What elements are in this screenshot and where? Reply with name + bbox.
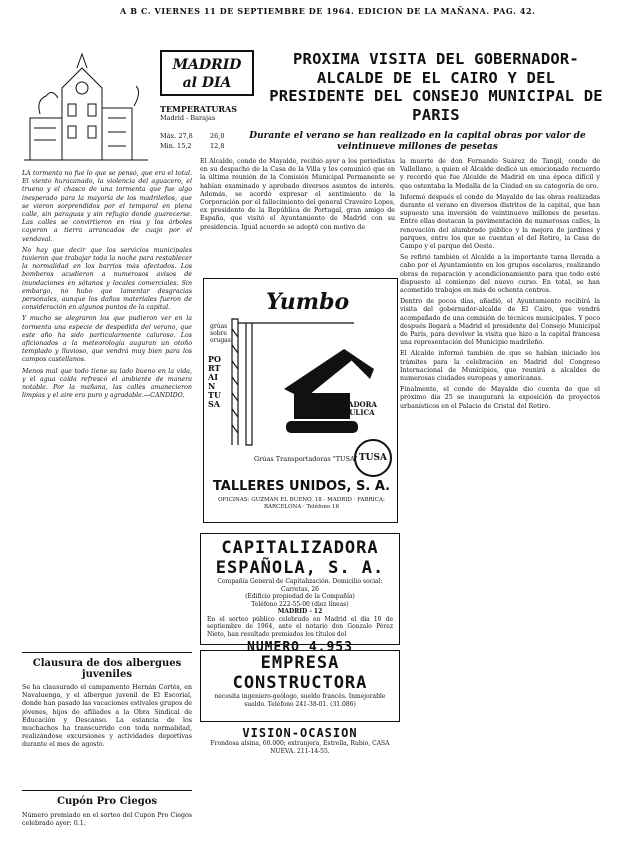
divider bbox=[22, 790, 192, 791]
ad-title: ESPAÑOLA, S. A. bbox=[215, 558, 385, 578]
madrid-sketch-illustration bbox=[22, 48, 150, 164]
tusa-logo: TUSA bbox=[354, 439, 392, 477]
madrid-al-dia-box bbox=[160, 50, 254, 96]
ad-body: necesita ingeniero-geólogo, sueldo francés. Inmejorable sueldo. Teléfono 241-38-01. (31.086) bbox=[214, 693, 386, 708]
article-paragraph: El Alcalde informó también de que se habían iniciado los trámites para la celebración en Madrid del Congreso Internacional de Municipios, que reunirá a alcaldes de numerosas ciudades europeas y americanas. bbox=[400, 350, 600, 383]
ad-title: VISION-OCASION bbox=[242, 726, 358, 740]
temperatures-title: TEMPERATURAS bbox=[160, 104, 237, 114]
crane-excavator-illustration bbox=[224, 309, 394, 449]
madrid-title: MADRID bbox=[172, 57, 242, 73]
ad-empresa-constructora bbox=[200, 650, 400, 722]
ad-title: EMPRESA bbox=[260, 653, 340, 673]
chronicle-column bbox=[22, 170, 192, 650]
article-paragraph: Informó después el conde de Mayalde de las obras realizadas durante el verano en diversos distritos de la capital, que han supuesto una inversión de veintinueve millones de pesetas. Entre ellas destacan la pavimentación de numerosas calles, la renovación del alumbrado público y la mejora de jardines y parques, entre los que se cuentan el del Retiro, la Casa de Campo y el parque del Oeste. bbox=[400, 193, 600, 251]
ad-capitalizadora bbox=[200, 533, 400, 655]
article-paragraph: Finalmente, el conde de Mayalde dio cuenta de que el próximo día 25 se inaugurará la exposición de proyectos urbanísticos en el Palacio de Cristal del Retiro. bbox=[400, 386, 600, 410]
ad-vision-ocasion bbox=[200, 726, 400, 755]
temperature-row: Máx. 27,8 26,0 bbox=[160, 132, 225, 140]
ad-body: Frondosa alsina, 60.000; extranjera, Estrella, Rubio, CASA NUEVA. 211-14-55. bbox=[210, 740, 390, 755]
albergues-title: Clausura de dos albergues juveniles bbox=[32, 658, 182, 680]
chronicle-paragraph: Menos mal que todo tiene su lado bueno en la vida, y el agua caída refrescó el ambiente de manera notable. Por la mañana, las calles amanecieron limpias y el aire era puro y agradable.—CANDIDO. bbox=[22, 367, 192, 400]
main-subheadline: Durante el verano se han realizado en la capital obras por valor de veintinueve millones de pesetas bbox=[249, 131, 586, 152]
ad-tag: EXCAVADORA HIDRAULICA bbox=[322, 400, 377, 417]
cupon-body: Número premiado en el sorteo del Cupón Pro Ciegos celebrado ayer: 0.1. bbox=[22, 812, 192, 828]
temperature-row: Min. 15,2 12,8 bbox=[160, 142, 225, 150]
article-paragraph: Dentro de pocos días, añadió, el Ayuntamiento recibirá la visita del gobernador-alcalde de El Cairo, que vendrá acompañado de una comisión de técnicos municipales. Y poco después llegará a Madrid el presidente del Consejo Municipal de París, para devolver la visita que hizo a la capital francesa una representación del Municipio madrileño. bbox=[400, 298, 600, 347]
temperatures-subtitle: Madrid - Barajas bbox=[160, 114, 216, 122]
ad-title: CAPITALIZADORA bbox=[221, 538, 379, 558]
page-header: A B C. VIERNES 11 DE SEPTIEMBRE DE 1964. EDICION DE LA MAÑANA. PAG. 42. bbox=[120, 6, 536, 16]
divider bbox=[22, 652, 192, 653]
ad-details: Compañía General de Capitalización. Domicilio social: Carretas, 26 (Edificio propiedad de la Compañía) Teléfono 222-55-00 (diez líneas) MADRID - 12 En el sorteo público celebrado en Madrid el día 10 de septiembre de 1964, ante el notario don Gonzalo Pérez Nieto, han resultado premiados los títulos del bbox=[207, 578, 393, 638]
al-dia-title: al DIA bbox=[182, 75, 232, 91]
ad-excavadora bbox=[203, 278, 398, 523]
article-paragraph: Se refirió también el Alcalde a la importante tarea llevada a cabo por el Ayuntamiento en los grupos escolares, realizando obras de reparación y acondicionamiento para que todo esté dispuesto al comienzo del nuevo curso. En total, se han acometido trabajos en más de ochenta centros. bbox=[400, 254, 600, 295]
main-headline: PROXIMA VISITA DEL GOBERNADOR-ALCALDE DE EL CAIRO Y DEL PRESIDENTE DEL CONSEJO MUNICIPAL DE PARIS bbox=[269, 50, 603, 124]
article-paragraph: la muerte de don Fernando Suárez de Tangil, conde de Vallellano, a quien el Alcalde dedicó un emocionado recuerdo y recordó que fue Alcalde de Madrid en una época difícil y que ostentaba la Medalla de la Ciudad en su categoría de oro. bbox=[400, 158, 600, 190]
ad-side-text: grúas sobre orugas bbox=[210, 323, 231, 344]
ad-winning-number: NUMERO 4.953 bbox=[247, 640, 353, 655]
article-column-right bbox=[400, 158, 600, 848]
ad-title: CONSTRUCTORA bbox=[232, 673, 368, 693]
chronicle-paragraph: LA tormenta no fue lo que se pensó, que era el total. El viento huracanado, la violencia del aguacero, el trueno y el chasco de una tormenta que fue algo inesperado para la mayoría de los madrileños, que se vieron sorprendidos por el temporal en plena calle, sin paraguas y sin refugio donde guarecerse. Las calles se convirtieron en ríos y los árboles cayeron a tierra arrancados de cuajo por el vendaval. bbox=[22, 170, 192, 243]
ad-vertical-text: PORTAIN TUSA bbox=[208, 354, 221, 409]
albergues-body: Se ha clausurado el campamento Hernán Cortés, en Navaluenga, y el albergue juvenil de El Escorial, donde han pasado las vacaciones estivales grupos de jóvenes, hijos de afiliados a la Obra Sindical de Educación y Descanso. La estancia de los muchachos ha transcurrido con toda normalidad, realizándose excursiones y actividades deportivas durante el mes de agosto. bbox=[22, 684, 192, 749]
chronicle-paragraph: Y mucho se alegraron los que pudieron ver en la tormenta una especie de despedida del verano, que este año ha sido particularmente caluroso. Los aficionados a la meteorología auguran un otoño templado y lluvioso, que vendrá muy bien para los campos castellanos. bbox=[22, 315, 192, 364]
cupon-title: Cupón Pro Ciegos bbox=[57, 796, 157, 807]
chronicle-paragraph: No hay que decir que los servicios municipales tuvieron que trabajar toda la noche para restablecer la normalidad en los barrios más afectados. Los bomberos acudieron a numerosos avisos de inundaciones en sótanos y locales comerciales. Sin embargo, no hubo que lamentar desgracias personales, aunque los daños materiales fueron de consideración en algunos puntos de la capital. bbox=[22, 246, 192, 312]
article-column: El Alcalde, conde de Mayalde, recibió ayer a los periodistas en su despacho de la Casa de la Villa y les comunicó que en la última reunión de la Comisión Municipal Permanente se habían examinado y aprobado diversos asuntos de interés. Además, se acordó expresar el sentimiento de la Corporación por el fallecimiento del general Craveiro Lopes, ex presidente de la República de Portugal, gran amigo de España, que visitó el Ayuntamiento de Madrid con su presidencia. Igual acuerdo se adoptó con motivo de bbox=[200, 158, 395, 231]
ad-offices: OFICINAS: GUZMAN EL BUENO, 18 - MADRID · FABRICA: BARCELONA · Teléfono 16 bbox=[218, 497, 385, 510]
ad-product: Grúas Transportadoras "TUSA" bbox=[254, 455, 358, 463]
ad-brand: Yumbo bbox=[266, 289, 350, 315]
ad-company: TALLERES UNIDOS, S. A. bbox=[212, 479, 391, 494]
